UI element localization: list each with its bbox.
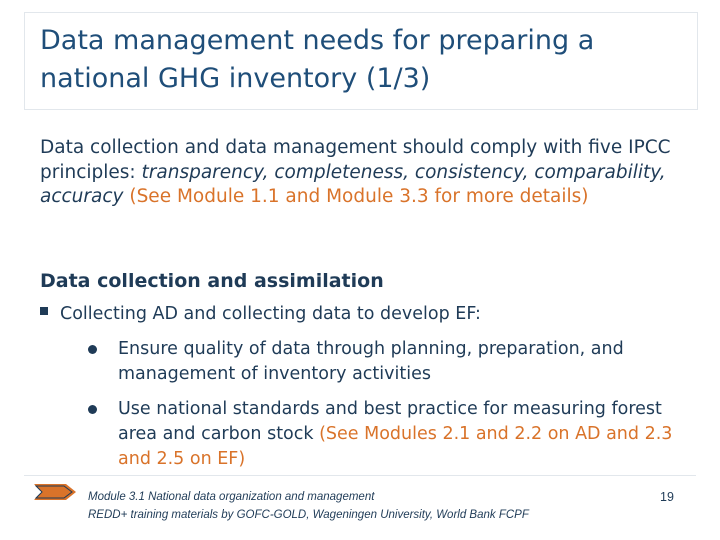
- page-number: 19: [660, 490, 674, 504]
- intro-principles: transparency, completeness, consistency, comparability, accuracy: [40, 161, 666, 207]
- dot-bullet-text: [118, 397, 688, 472]
- intro-paragraph: [40, 136, 700, 210]
- dot-bullet-item: [88, 337, 688, 387]
- footer-text: [88, 488, 529, 524]
- square-bullet-item: [40, 304, 481, 324]
- slide-title: [40, 22, 690, 98]
- footer-divider: [24, 475, 696, 476]
- square-bullet-icon: [40, 307, 48, 315]
- title-line-2: national GHG inventory (1/3): [40, 63, 431, 94]
- intro-reference: (See Module 1.1 and Module 3.3 for more details): [123, 186, 589, 207]
- dot-bullet-item: [88, 397, 688, 472]
- section-heading: Data collection and assimilation: [40, 270, 384, 292]
- dot-bullet-text: [118, 337, 688, 387]
- footer-credits: REDD+ training materials by GOFC-GOLD, Wageningen University, World Bank FCPF: [88, 509, 529, 521]
- intro-lead: Data collection and data management should comply with five IPCC principles:: [40, 137, 671, 183]
- footer-module: Module 3.1 National data organization and management: [88, 491, 375, 503]
- item-text: Use national standards and best practice for measuring forest area and carbon stock: [118, 399, 662, 444]
- title-line-1: Data management needs for preparing a: [40, 25, 595, 56]
- item-text: Ensure quality of data through planning, preparation, and management of inventory activities: [118, 339, 624, 384]
- dot-bullet-icon: [88, 345, 97, 354]
- chevron-arrow-icon: [34, 484, 76, 500]
- dot-bullet-icon: [88, 405, 97, 414]
- square-bullet-text: Collecting AD and collecting data to develop EF:: [60, 304, 481, 324]
- item-reference: (See Modules 2.1 and 2.2 on AD and 2.3 and 2.5 on EF): [118, 424, 673, 469]
